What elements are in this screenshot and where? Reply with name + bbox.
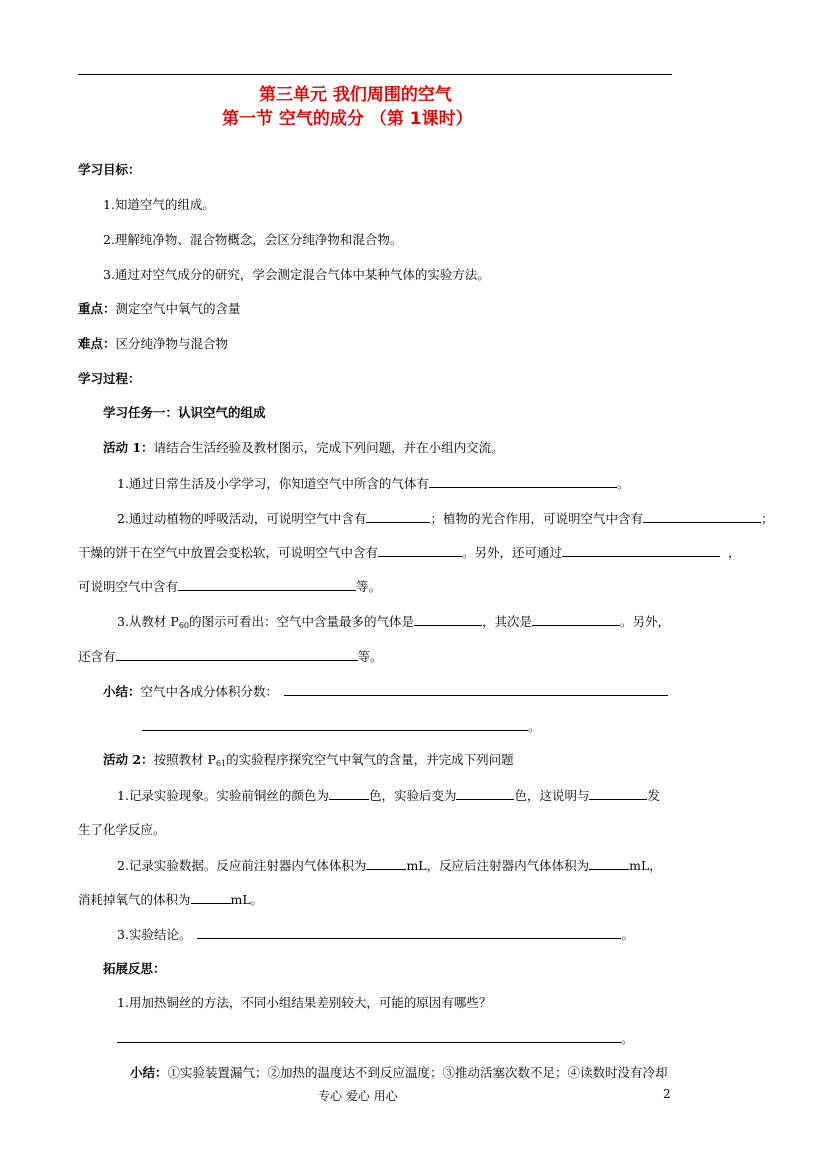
answer-blank[interactable]: [329, 786, 369, 800]
activity1-intro: [103, 439, 504, 457]
question-text: ；: [760, 511, 774, 526]
question-text: ，: [728, 545, 741, 560]
activity1-question2-line1: [117, 509, 773, 528]
answer-blank[interactable]: [589, 856, 629, 870]
unit-title: 第三单元 我们周围的空气: [259, 85, 452, 105]
activity2-question2-line2: [78, 890, 263, 909]
question-text: 色，这说明与: [514, 788, 590, 803]
goal-item: 3.通过对空气成分的研究，学会测定混合气体中某种气体的实验方法。: [103, 267, 490, 282]
activity1-question1: [117, 474, 629, 493]
summary-label: 小结：: [130, 1065, 168, 1080]
question-text: 2.记录实验数据。反应前注射器内气体体积为: [117, 858, 367, 873]
question-text: 的图示可看出：空气中含量最多的气体是: [189, 614, 415, 629]
activity2-text: 按照教材 P: [153, 752, 216, 767]
key-point: [78, 300, 241, 318]
activity1-question3-line2: [78, 647, 383, 666]
answer-blank[interactable]: [378, 543, 462, 557]
question-text: 消耗掉氧气的体积为: [78, 892, 191, 907]
question-text: mL，: [629, 858, 662, 873]
answer-blank[interactable]: [643, 509, 761, 523]
question-text: 1.通过日常生活及小学学习，你知道空气中所含的气体有: [117, 476, 429, 491]
question-text: mL。: [230, 892, 264, 907]
activity2-intro: [103, 751, 514, 773]
activity2-question1-line2: 生了化学反应。: [78, 822, 166, 837]
goals-label: 学习目标：: [78, 162, 141, 177]
goal-item: 2.理解纯净物、混合物概念，会区分纯净物和混合物。: [103, 232, 403, 247]
question-text: ；植物的光合作用，可说明空气中含有: [430, 511, 643, 526]
answer-end: 。: [621, 1031, 634, 1046]
question-text: 。: [621, 927, 634, 942]
activity1-label: 活动 1：: [103, 440, 154, 455]
answer-blank[interactable]: [142, 717, 528, 731]
question-text: 。: [616, 476, 630, 491]
activity2-text: 的实验程序探究空气中氧气的含量，并完成下列问题: [226, 752, 514, 767]
answer-blank[interactable]: [284, 682, 668, 696]
question-text: 等。: [357, 649, 383, 664]
answer-blank[interactable]: [197, 925, 621, 939]
header-rule: [78, 74, 672, 75]
reflection-question1: 1.用加热铜丝的方法，不同小组结果差别较大，可能的原因有哪些？: [117, 995, 492, 1010]
summary-text: 空气中各成分体积分数：: [140, 684, 279, 699]
footer-slogan: 专心 爱心 用心: [318, 1089, 398, 1103]
question-text: ，其次是: [482, 614, 533, 629]
answer-blank[interactable]: [456, 786, 514, 800]
answer-blank[interactable]: [191, 890, 231, 904]
answer-blank[interactable]: [366, 509, 430, 523]
answer-blank[interactable]: [532, 612, 620, 626]
question-text: 2.通过动植物的呼吸活动，可说明空气中含有: [117, 511, 367, 526]
answer-blank[interactable]: [562, 543, 720, 557]
answer-blank[interactable]: [117, 1029, 621, 1043]
goal-item: 1.知道空气的组成。: [103, 197, 215, 212]
page-number: 2: [663, 1087, 671, 1101]
activity2-question3: [117, 925, 634, 944]
question-text: 3.实验结论。: [117, 927, 192, 942]
question-text: mL，反应后注射器内气体体积为: [406, 858, 590, 873]
question-text: 干燥的饼干在空气中放置会变松软，可说明空气中含有: [78, 545, 379, 560]
question-text: 等。: [356, 579, 382, 594]
activity1-question3-line1: [117, 612, 670, 635]
summary-text: ①实验装置漏气；②加热的温度达不到反应温度；③推动活塞次数不足；④读数时没有冷却: [167, 1065, 668, 1080]
question-text: 发: [647, 788, 660, 803]
question-text: 1.记录实验现象。实验前铜丝的颜色为: [117, 788, 329, 803]
summary1-line1: [103, 682, 668, 701]
question-text: 。另外，: [620, 614, 671, 629]
answer-blank[interactable]: [414, 612, 482, 626]
difficult-point-text: 区分纯净物与混合物: [115, 336, 229, 351]
task1-heading: 学习任务一：认识空气的组成: [103, 405, 266, 420]
answer-blank[interactable]: [589, 786, 647, 800]
summary-label: 小结：: [103, 684, 141, 699]
activity1-text: 请结合生活经验及教材图示，完成下列问题，并在小组内交流。: [153, 440, 504, 455]
question-text: 3.从教材 P: [117, 614, 179, 629]
summary2: [130, 1064, 668, 1082]
activity2-question2-line1: [117, 856, 662, 875]
question-text: 。另外，还可通过: [462, 545, 563, 560]
section-title: 第一节 空气的成分 （第 1课时）: [222, 109, 473, 129]
activity2-question1-line1: [117, 786, 660, 805]
key-point-label: 重点：: [78, 301, 116, 316]
difficult-point-label: 难点：: [78, 336, 116, 351]
summary1-line2: [142, 717, 541, 736]
activity2-label: 活动 2：: [103, 752, 154, 767]
question-text: 还含有: [78, 649, 116, 664]
answer-blank[interactable]: [366, 856, 406, 870]
answer-blank[interactable]: [116, 647, 358, 661]
process-label: 学习过程：: [78, 371, 141, 386]
activity1-question2-line3: [78, 577, 381, 596]
question-text: 色，实验后变为: [368, 788, 457, 803]
page-subscript: 60: [178, 621, 189, 630]
reflection-answer-line: [117, 1029, 634, 1048]
summary-end: 。: [528, 719, 541, 734]
difficult-point: [78, 335, 228, 353]
answer-blank[interactable]: [429, 474, 617, 488]
page-subscript: 61: [215, 759, 227, 768]
activity1-question2-line2: [78, 543, 741, 562]
question-text: 可说明空气中含有: [78, 579, 179, 594]
answer-blank[interactable]: [178, 577, 356, 591]
reflection-label: 拓展反思：: [103, 961, 166, 976]
key-point-text: 测定空气中氧气的含量: [115, 301, 241, 316]
